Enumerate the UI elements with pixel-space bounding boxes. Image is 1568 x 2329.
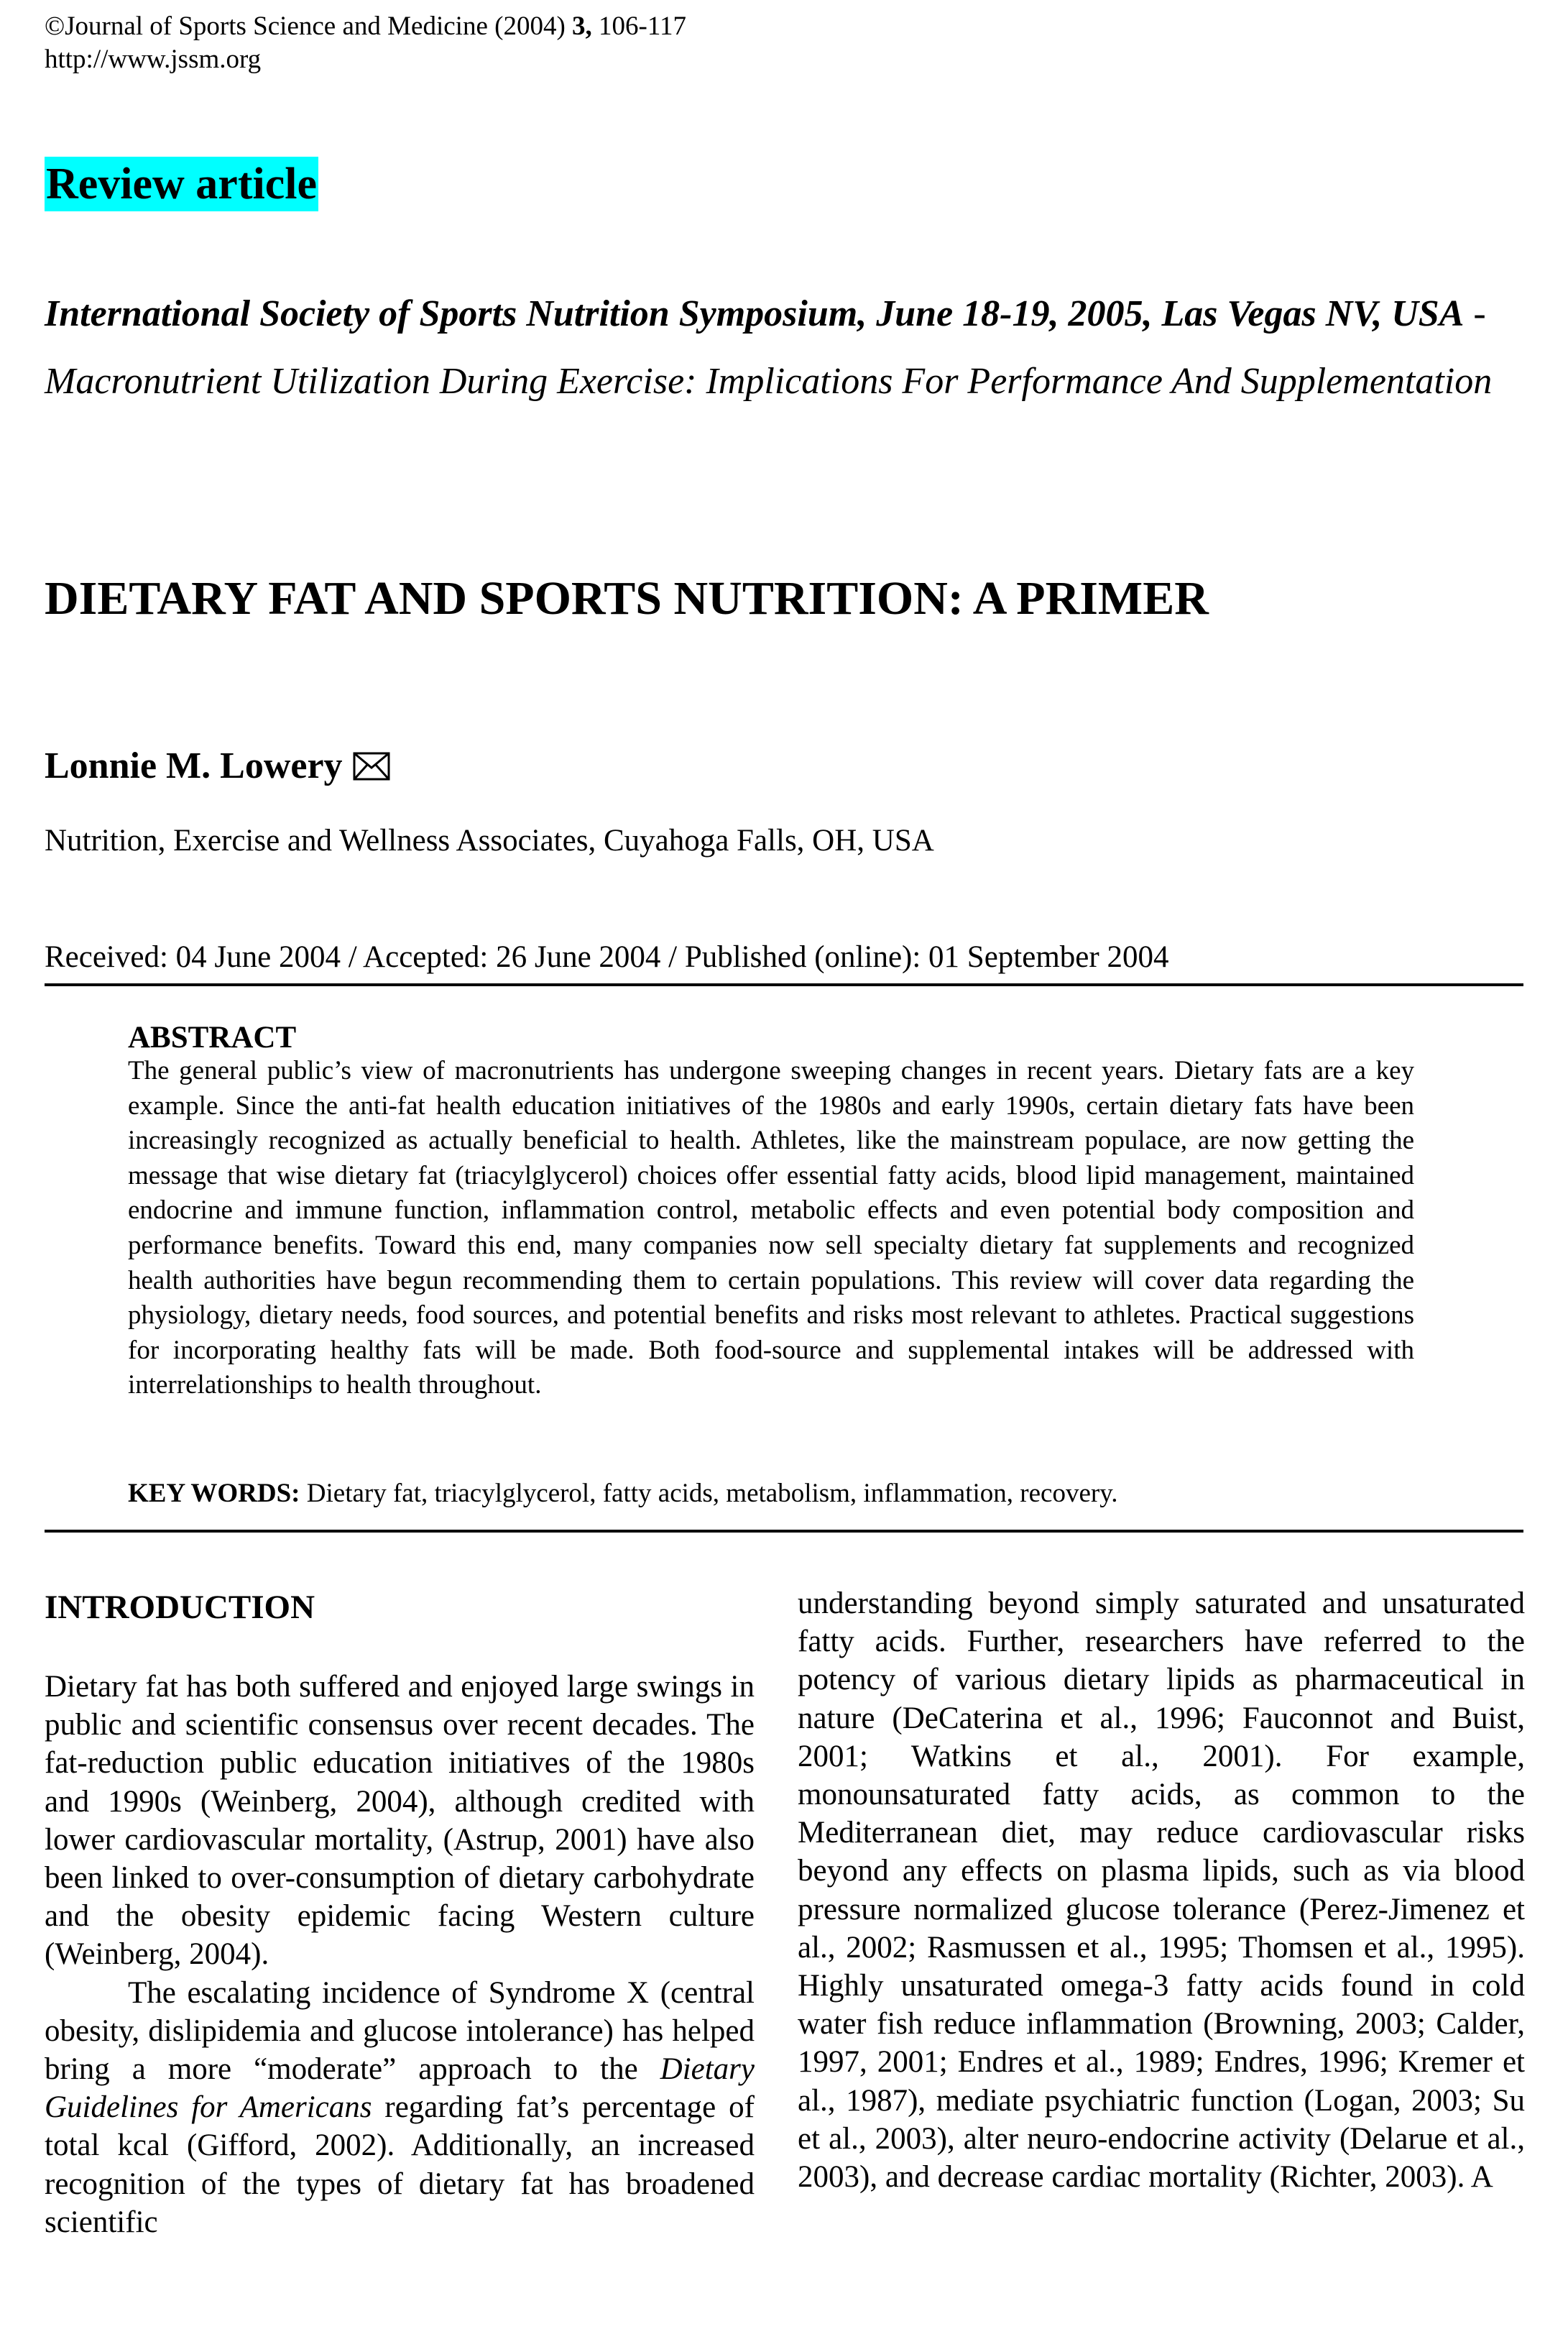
- journal-volume: 3,: [572, 12, 592, 41]
- symposium-heading: [45, 280, 1525, 415]
- intro-paragraph-1: Dietary fat has both suffered and enjoyed large swings in public and scientific consensus over recent decades. The fat-reduction public education initiatives of the 1980s and 1990s (Weinberg, 2004), although credited with lower cardiovascular mortality, (Astrup, 2001) have also been linked to over-consumption of dietary carbohydrate and the obesity epidemic facing Western culture (Weinberg, 2004).: [45, 1670, 755, 1972]
- intro-paragraph-3: understanding beyond simply saturated and unsaturated fatty acids. Further, researchers have referred to the potency of various dietary lipids as pharmaceutical in nature (DeCaterina et al., 1996; Fauconnot and Buist, 2001; Watkins et al., 2001). For example, monounsaturated fatty acids, as common to the Mediterranean diet, may reduce cardiovascular risks beyond any effects on plasma lipids, such as via blood pressure normalized glucose tolerance (Perez-Jimenez et al., 2002; Rasmussen et al., 1995; Thomsen et al., 1995). Highly unsaturated omega-3 fatty acids found in cold water fish reduce inflammation (Browning, 2003; Calder, 1997, 2001; Endres et al., 1989; Endres, 1996; Kremer et al., 1987), mediate psychiatric function (Logan, 2003; Su et al., 2003), alter neuro-endocrine activity (Delarue et al., 2003), and decrease cardiac mortality (Richter, 2003). A: [798, 1586, 1525, 2195]
- journal-pages: 106-117: [591, 12, 686, 41]
- left-column: [45, 1668, 755, 2241]
- intro-paragraph-2: [45, 1974, 755, 2241]
- journal-name: ©Journal of Sports Science and Medicine (2004): [45, 12, 573, 41]
- author-affiliation: Nutrition, Exercise and Wellness Associates, Cuyahoga Falls, OH, USA: [45, 824, 934, 858]
- introduction-heading: INTRODUCTION: [45, 1589, 315, 1626]
- keywords-line: [128, 1476, 1118, 1511]
- intro-paragraph-2-end: regarding fat’s percentage of total kcal (Gifford, 2002). Additionally, an increased recognition of the types of dietary fat has broadened scientific: [45, 2090, 755, 2239]
- keywords-label: KEY WORDS:: [128, 1479, 300, 1508]
- bottom-divider: [45, 1530, 1523, 1533]
- keywords-list: Dietary fat, triacylglycerol, fatty acids, metabolism, inflammation, recovery.: [300, 1479, 1118, 1508]
- right-column: [798, 1584, 1525, 2196]
- top-divider: [45, 983, 1523, 986]
- paper-title: DIETARY FAT AND SPORTS NUTRITION: A PRIMER: [45, 572, 1209, 625]
- abstract-heading: ABSTRACT: [128, 1021, 297, 1055]
- journal-citation: [45, 10, 686, 43]
- author-line: [45, 742, 390, 794]
- journal-url-link[interactable]: http://www.jssm.org: [45, 45, 262, 74]
- article-type-label: Review article: [45, 157, 318, 211]
- dietary-guidelines-title: Dietary Guidelines for Americans: [45, 2052, 755, 2125]
- symposium-theme: - Macronutrient Utilization During Exercise: Implications For Performance And Supplementation: [45, 293, 1493, 402]
- author-name: Lonnie M. Lowery: [45, 745, 343, 786]
- abstract-text: The general public’s view of macronutrients has undergone sweeping changes in recent years. Dietary fats are a key example. Since the anti-fat health education initiatives of the 1980s and early 1990s, certain dietary fats have been increasingly recognized as actually beneficial to health. Athletes, like the mainstream populace, are now getting the message that wise dietary fat (triacylglycerol) choices offer essential fatty acids, blood lipid management, maintained endocrine and immune function, inflammation control, metabolic effects and even potential body composition and performance benefits. Toward this end, many companies now sell specialty dietary fat supplements and recognized health authorities have begun recommending them to certain populations. This review will cover data regarding the physiology, dietary needs, food sources, and potential benefits and risks most relevant to athletes. Practical suggestions for incorporating healthy fats will be made. Both food-source and supplemental intakes will be addressed with interrelationships to health throughout.: [128, 1056, 1414, 1400]
- publication-dates: Received: 04 June 2004 / Accepted: 26 June 2004 / Published (online): 01 September 2004: [45, 940, 1169, 974]
- symposium-name: International Society of Sports Nutrition Symposium, June 18-19, 2005, Las Vegas NV, USA: [45, 293, 1465, 334]
- envelope-icon[interactable]: [353, 745, 390, 794]
- intro-paragraph-2-start: The escalating incidence of Syndrome X (central obesity, dislipidemia and glucose intolerance) has helped bring a more “moderate” approach to the: [45, 1975, 755, 2087]
